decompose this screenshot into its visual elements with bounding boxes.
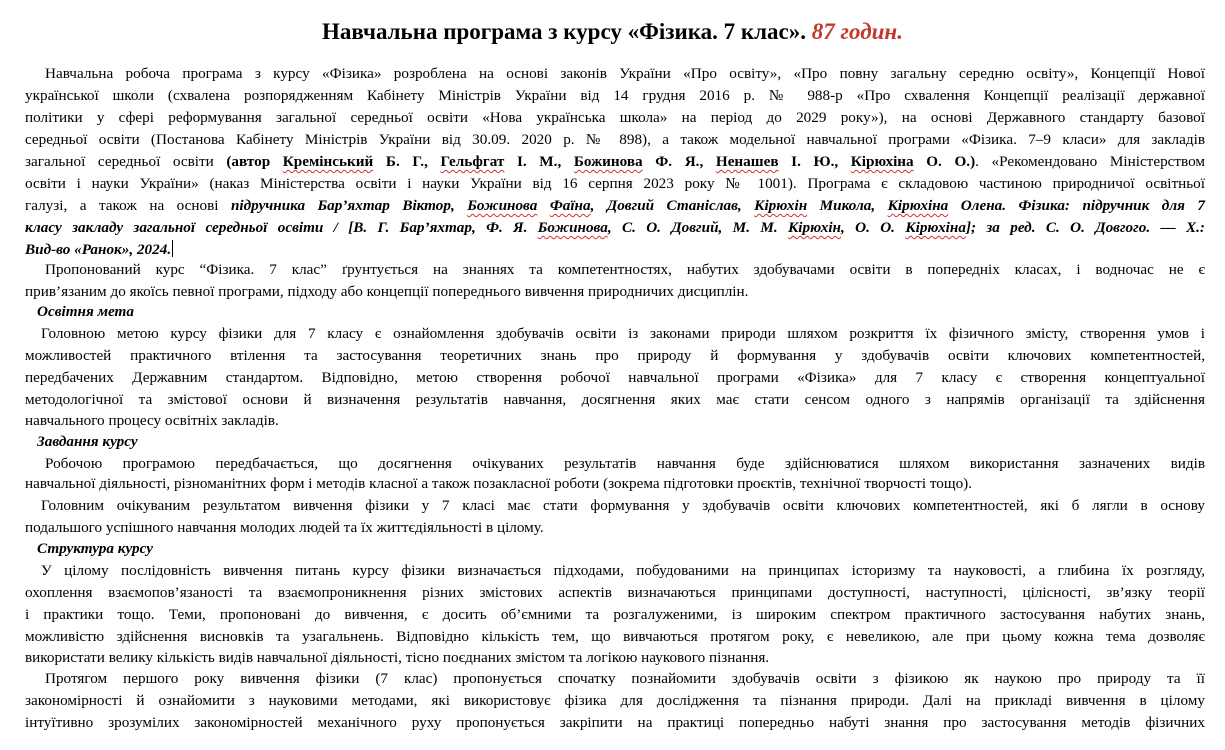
tasks-line-4: подальшого успішного навчання молодих людей та їх життєдіяльності в цілому. bbox=[25, 519, 544, 536]
text-cursor bbox=[172, 240, 173, 257]
tasks-line-1: Робочою програмою передбачається, що досягнення очікуваних результатів навчання буде здійснюватися шляхом використання зазначених видів bbox=[45, 455, 1205, 472]
intro-line-2: української школи (схвалена розпорядженням Кабінету Міністрів України від 14 грудня 2016 р. № 988-р «Про схвалення Концепції реалізації державної bbox=[25, 87, 1205, 104]
intro-line-4: середньої освіти (Постанова Кабінету Міністрів України від 30.09. 2020 р. № 898), а також модельної навчальної програми «Фізика. 7–9 класи» для закладів bbox=[25, 131, 1205, 148]
tasks-line-3: Головним очікуваним результатом вивчення фізики у 7 класі має стати формування у здобувачів освіти ключових компетентностей, які б лягли в основу bbox=[41, 497, 1205, 514]
intro-line-9[interactable]: Вид-во «Ранок», 2024. bbox=[25, 241, 172, 258]
goal-line-1: Головною метою курсу фізики для 7 класу є ознайомлення здобувачів освіти із законами природи шляхом розкриття їх фізичного змісту, створення умов і bbox=[41, 325, 1205, 342]
structure-line-8: інтуїтивно зрозумілих закономірностей механічного руху пропонується закріпити на практиці попередньо набуті знання про застосування методів фізичних bbox=[25, 714, 1205, 731]
intro-line-6: освіти і науки України» (наказ Міністерства освіти і науки України від 16 серпня 2023 року № 1001). Програма є складовою частиною природничої освітньої bbox=[25, 175, 1205, 192]
goal-line-2: можливостей практичного втілення та застосування теоретичних знань про природу й формування у здобувачів освіти ключових компетентностей, bbox=[25, 347, 1205, 364]
document-title bbox=[0, 18, 1225, 46]
intro-line-5: загальної середньої освіти (автор Кремінський Б. Г., Гельфгат І. М., Божинова Ф. Я., Ненашев І. Ю., Кірюхіна О. О.). «Рекомендовано Міністерством bbox=[25, 153, 1206, 170]
structure-line-3: і практики тощо. Теми, пропоновані до вивчення, є досить об’ємними та розгалуженими, із широким спектром практичного застосування набутих знань, bbox=[25, 606, 1205, 623]
structure-line-1: У цілому послідовність вивчення питань курсу фізики визначається підходами, побудованими на принципах історизму та науковості, а глибина їх розгляду, bbox=[41, 562, 1205, 579]
structure-line-4: можливістю здійснення висновків та узагальнень. Відповідно кількість тем, що вивчаються протягом року, є невеликою, але при цьому кожна тема дозволяє bbox=[25, 628, 1205, 645]
textbook-reference: підручника Бар’яхтар Віктор, Божинова Фаїна, Довгий Станіслав, Кірюхін Микола, Кірюхіна Олена. Фізика: підручник для 7 bbox=[230, 197, 1206, 214]
intro-line-1: Навчальна робоча програма з курсу «Фізика» розроблена на основі законів України «Про освіту», «Про повну загальну середню освіту», Концепції Нової bbox=[45, 65, 1205, 82]
goal-line-3: передбачених Державним стандартом. Відповідно, метою створення робочої навчальної програми «Фізика» для 7 класу є створення концептуальної bbox=[25, 369, 1205, 386]
structure-line-5: використати велику кількість видів навчальної діяльності, тісно поєднаних змістом та логікою наукового пізнання. bbox=[25, 649, 770, 666]
intro-line-7: галузі, а також на основі підручника Бар’яхтар Віктор, Божинова Фаїна, Довгий Станіслав, Кірюхін Микола, Кірюхіна Олена. Фізика: підручник для 7 bbox=[25, 197, 1206, 214]
heading-course-tasks: Завдання курсу bbox=[37, 433, 138, 450]
intro-line-3: політики у сфері реформування загальної середньої освіти «Нова українська школа» на період до 2029 року»), на основі Державного стандарту базової bbox=[25, 109, 1205, 126]
title-hours: 87 годин. bbox=[811, 19, 903, 44]
title-text: Навчальна програма з курсу «Фізика. 7 клас». bbox=[322, 19, 807, 44]
heading-course-structure: Структура курсу bbox=[37, 540, 153, 557]
structure-line-6: Протягом першого року вивчення фізики (7 клас) пропонується спочатку познайомити здобувачів освіти з фізикою як наукою про природу та її bbox=[45, 670, 1205, 687]
goal-line-4: методологічної та змістової основи й визначення результатів навчання, досягнення яких має стати сенсом одного з напрямів організації та здійснення bbox=[25, 391, 1205, 408]
structure-line-2: охоплення взаємопов’язаності та взаємопроникнення різних змістових аспектів визначаються принципами доступності, наступності, цілісності, зв’язку теорії bbox=[25, 584, 1205, 601]
authors: (автор Кремінський Б. Г., Гельфгат І. М., Божинова Ф. Я., Ненашев І. Ю., Кірюхіна О. О.) bbox=[226, 153, 976, 170]
tasks-line-2: навчальної діяльності, різноманітних форм і методів класної а також позакласної роботи (зокрема підготовки проєктів, технічної творчості тощо). bbox=[25, 475, 973, 492]
heading-educational-goal: Освітня мета bbox=[37, 303, 134, 320]
proposed-line-1: Пропонований курс “Фізика. 7 клас” ґрунтується на знаннях та компетентностях, набутих здобувачами освіти в попередніх класах, і водночас не є bbox=[45, 261, 1205, 278]
proposed-line-2: прив’язаним до якоїсь певної програми, підходу або концепції попереднього вивчення природничих дисциплін. bbox=[25, 283, 749, 300]
intro-line-8: класу закладу загальної середньої освіти / [В. Г. Бар’яхтар, Ф. Я. Божинова, С. О. Довгий, М. М. Кірюхін, О. О. Кірюхіна]; за ред. С. О. Довгого. — Х.: bbox=[25, 219, 1205, 236]
structure-line-7: закономірності й ознайомити з науковими методами, які використовує фізика для дослідження та пізнання природи. Далі на прикладі вивчення в цілому bbox=[25, 692, 1205, 709]
goal-line-5: навчального процесу освітніх закладів. bbox=[25, 412, 279, 429]
